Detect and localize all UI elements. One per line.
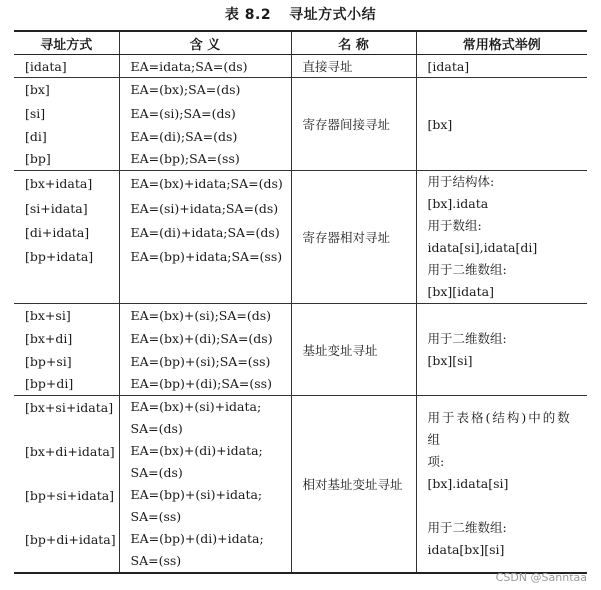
example-line: 用于二维数组: xyxy=(427,520,507,535)
mode-cell: [idata] xyxy=(14,55,119,78)
meaning-cell: EA=(bp)+(di);SA=(ss) xyxy=(119,373,291,396)
name-cell: 相对基址变址寻址 xyxy=(291,396,416,574)
table-caption xyxy=(0,4,601,24)
header-mode: 寻址方式 xyxy=(14,31,119,55)
mode-cell: [di+idata] xyxy=(25,225,90,241)
meaning-line: EA=(bp)+(di)+idata; xyxy=(130,531,264,546)
example-cell: [bx] xyxy=(416,78,587,171)
meaning-cell xyxy=(119,528,291,573)
meaning-line: SA=(ss) xyxy=(130,553,182,568)
meaning-cell xyxy=(119,396,291,441)
meaning-cell: EA=(di)+idata;SA=(ds) xyxy=(119,221,291,245)
example-line: 用于数组: xyxy=(427,218,482,233)
example-line: idata[bx][si] xyxy=(427,542,505,557)
meaning-line: SA=(ss) xyxy=(130,509,182,524)
mode-cell: [bx+idata] xyxy=(14,171,119,197)
meaning-line: EA=(bp)+(si)+idata; xyxy=(130,487,263,502)
name-cell: 直接寻址 xyxy=(291,55,416,78)
meaning-cell: EA=(di);SA=(ds) xyxy=(119,125,291,148)
header-row xyxy=(14,31,587,55)
mode-cell: [bp+si] xyxy=(25,353,72,369)
mode-cell: [bx] xyxy=(14,78,119,102)
meaning-cell: EA=(bx)+(di);SA=(ds) xyxy=(119,327,291,350)
meaning-cell xyxy=(119,484,291,528)
example-cell xyxy=(416,171,587,304)
mode-cell: [bx+si] xyxy=(14,304,119,327)
example-line: 用于结构体: xyxy=(427,174,495,189)
example-line: [bx][si] xyxy=(427,352,473,368)
example-line: idata[si],idata[di] xyxy=(427,240,538,255)
mode-cell: [si] xyxy=(25,105,46,121)
meaning-cell: EA=(bx);SA=(ds) xyxy=(119,78,291,102)
example-line: [bx].idata[si] xyxy=(427,476,509,491)
table-row xyxy=(14,78,587,102)
mode-cell: [bx+di] xyxy=(25,330,73,346)
watermark: CSDN @Sanntaa xyxy=(495,571,587,584)
mode-cell: [si+idata] xyxy=(25,201,88,217)
name-cell: 寄存器间接寻址 xyxy=(291,78,416,171)
caption-number: 表 8.2 xyxy=(224,7,272,23)
meaning-cell: EA=(si)+idata;SA=(ds) xyxy=(119,197,291,221)
meaning-cell: EA=(bp)+(si);SA=(ss) xyxy=(119,350,291,373)
meaning-line: EA=(bx)+(di)+idata; xyxy=(130,443,263,458)
meaning-cell: EA=idata;SA=(ds) xyxy=(119,55,291,78)
mode-cell: [bp+si+idata] xyxy=(25,488,115,503)
meaning-line: SA=(ds) xyxy=(130,465,183,480)
example-line: [bx][idata] xyxy=(427,284,494,299)
meaning-cell: EA=(bp)+idata;SA=(ss) xyxy=(119,245,291,303)
header-meaning: 含 义 xyxy=(119,31,291,55)
mode-cell: [bx+di+idata] xyxy=(25,444,115,459)
name-cell: 寄存器相对寻址 xyxy=(291,171,416,304)
mode-cell: [bp] xyxy=(25,151,51,167)
caption-title: 寻址方式小结 xyxy=(289,7,377,23)
meaning-line: EA=(bx)+(si)+idata; xyxy=(130,399,262,414)
meaning-line: SA=(ds) xyxy=(130,421,183,436)
example-line: 项: xyxy=(427,454,445,469)
table-row xyxy=(14,304,587,327)
meaning-cell: EA=(bx)+idata;SA=(ds) xyxy=(119,171,291,197)
meaning-cell: EA=(si);SA=(ds) xyxy=(119,102,291,125)
example-cell xyxy=(416,396,587,574)
example-line: 用于二维数组: xyxy=(427,262,507,277)
example-line: 用于表格(结构)中的数组 xyxy=(427,410,572,447)
header-example: 常用格式举例 xyxy=(416,31,587,55)
name-cell: 基址变址寻址 xyxy=(291,304,416,396)
example-cell xyxy=(416,304,587,396)
header-name: 名 称 xyxy=(291,31,416,55)
table-row xyxy=(14,396,587,441)
mode-cell: [bx+si+idata] xyxy=(14,396,119,441)
table-row xyxy=(14,171,587,197)
example-line xyxy=(428,495,580,517)
table-row xyxy=(14,55,587,78)
meaning-cell xyxy=(119,440,291,484)
addressing-modes-table xyxy=(14,30,587,574)
example-cell: [idata] xyxy=(416,55,587,78)
mode-cell: [bp+di+idata] xyxy=(25,532,116,547)
mode-cell: [di] xyxy=(25,128,47,144)
mode-cell: [bp+idata] xyxy=(25,249,94,265)
meaning-cell: EA=(bp);SA=(ss) xyxy=(119,148,291,171)
example-line: 用于二维数组: xyxy=(427,330,507,346)
example-line: [bx].idata xyxy=(427,196,489,211)
mode-cell: [bp+di] xyxy=(25,376,74,392)
meaning-cell: EA=(bx)+(si);SA=(ds) xyxy=(119,304,291,327)
